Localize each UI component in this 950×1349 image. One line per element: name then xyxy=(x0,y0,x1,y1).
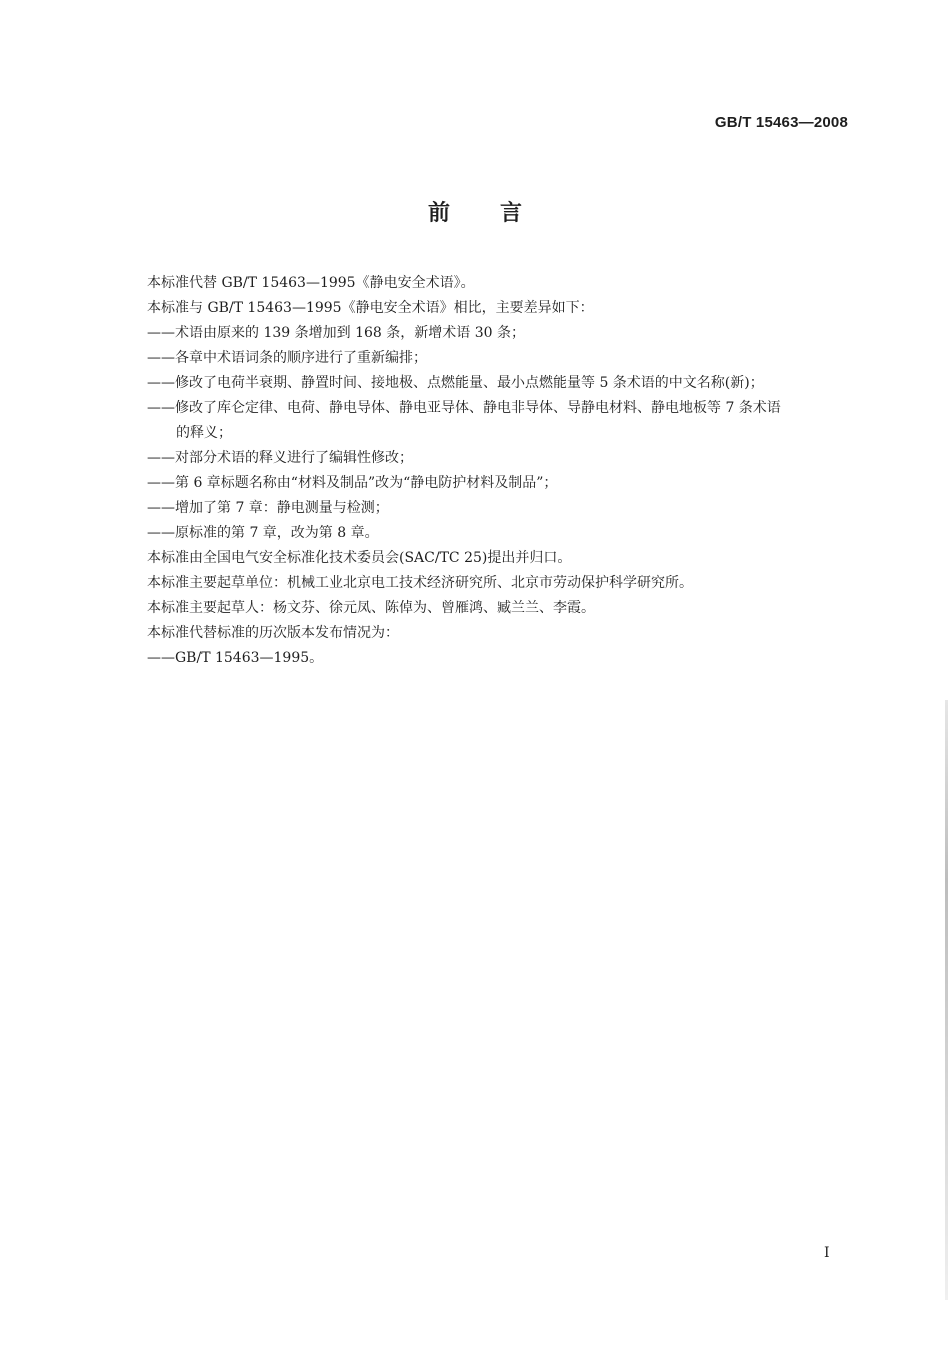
paragraph-history-intro: 本标准代替标准的历次版本发布情况为： xyxy=(147,625,399,641)
list-item: ——GB/T 15463—1995。 xyxy=(147,650,324,666)
paragraph-replaces: 本标准代替 GB/T 15463—1995《静电安全术语》。 xyxy=(147,275,475,291)
page-title: 前言 xyxy=(427,201,572,226)
list-item: ——修改了库仑定律、电荷、静电导体、静电亚导体、静电非导体、导静电材料、静电地板等 7 条术语 xyxy=(147,400,781,416)
paragraph-proposed-by: 本标准由全国电气安全标准化技术委员会(SAC/TC 25)提出并归口。 xyxy=(147,550,572,566)
paragraph-differences-intro: 本标准与 GB/T 15463—1995《静电安全术语》相比，主要差异如下： xyxy=(147,300,594,316)
list-item: ——原标准的第 7 章，改为第 8 章。 xyxy=(147,525,379,541)
scan-edge-shadow xyxy=(945,700,948,1300)
paragraph-drafting-units: 本标准主要起草单位：机械工业北京电工技术经济研究所、北京市劳动保护科学研究所。 xyxy=(147,575,693,591)
list-item: ——第 6 章标题名称由“材料及制品”改为“静电防护材料及制品”； xyxy=(147,475,558,491)
list-item-continuation: 的释义； xyxy=(176,425,232,441)
list-item: ——对部分术语的释义进行了编辑性修改； xyxy=(147,450,413,466)
page-number: I xyxy=(824,1245,830,1261)
list-item: ——术语由原来的 139 条增加到 168 条，新增术语 30 条； xyxy=(147,325,525,341)
list-item: ——修改了电荷半衰期、静置时间、接地极、点燃能量、最小点燃能量等 5 条术语的中文名称(新)； xyxy=(147,375,764,391)
paragraph-drafters: 本标准主要起草人：杨文芬、徐元凤、陈倬为、曾雁鸿、臧兰兰、李霞。 xyxy=(147,600,595,616)
list-item: ——各章中术语词条的顺序进行了重新编排； xyxy=(147,350,427,366)
document-body xyxy=(147,271,857,671)
standard-code: GB/T 15463—2008 xyxy=(714,114,848,131)
list-item: ——增加了第 7 章：静电测量与检测； xyxy=(147,500,389,516)
